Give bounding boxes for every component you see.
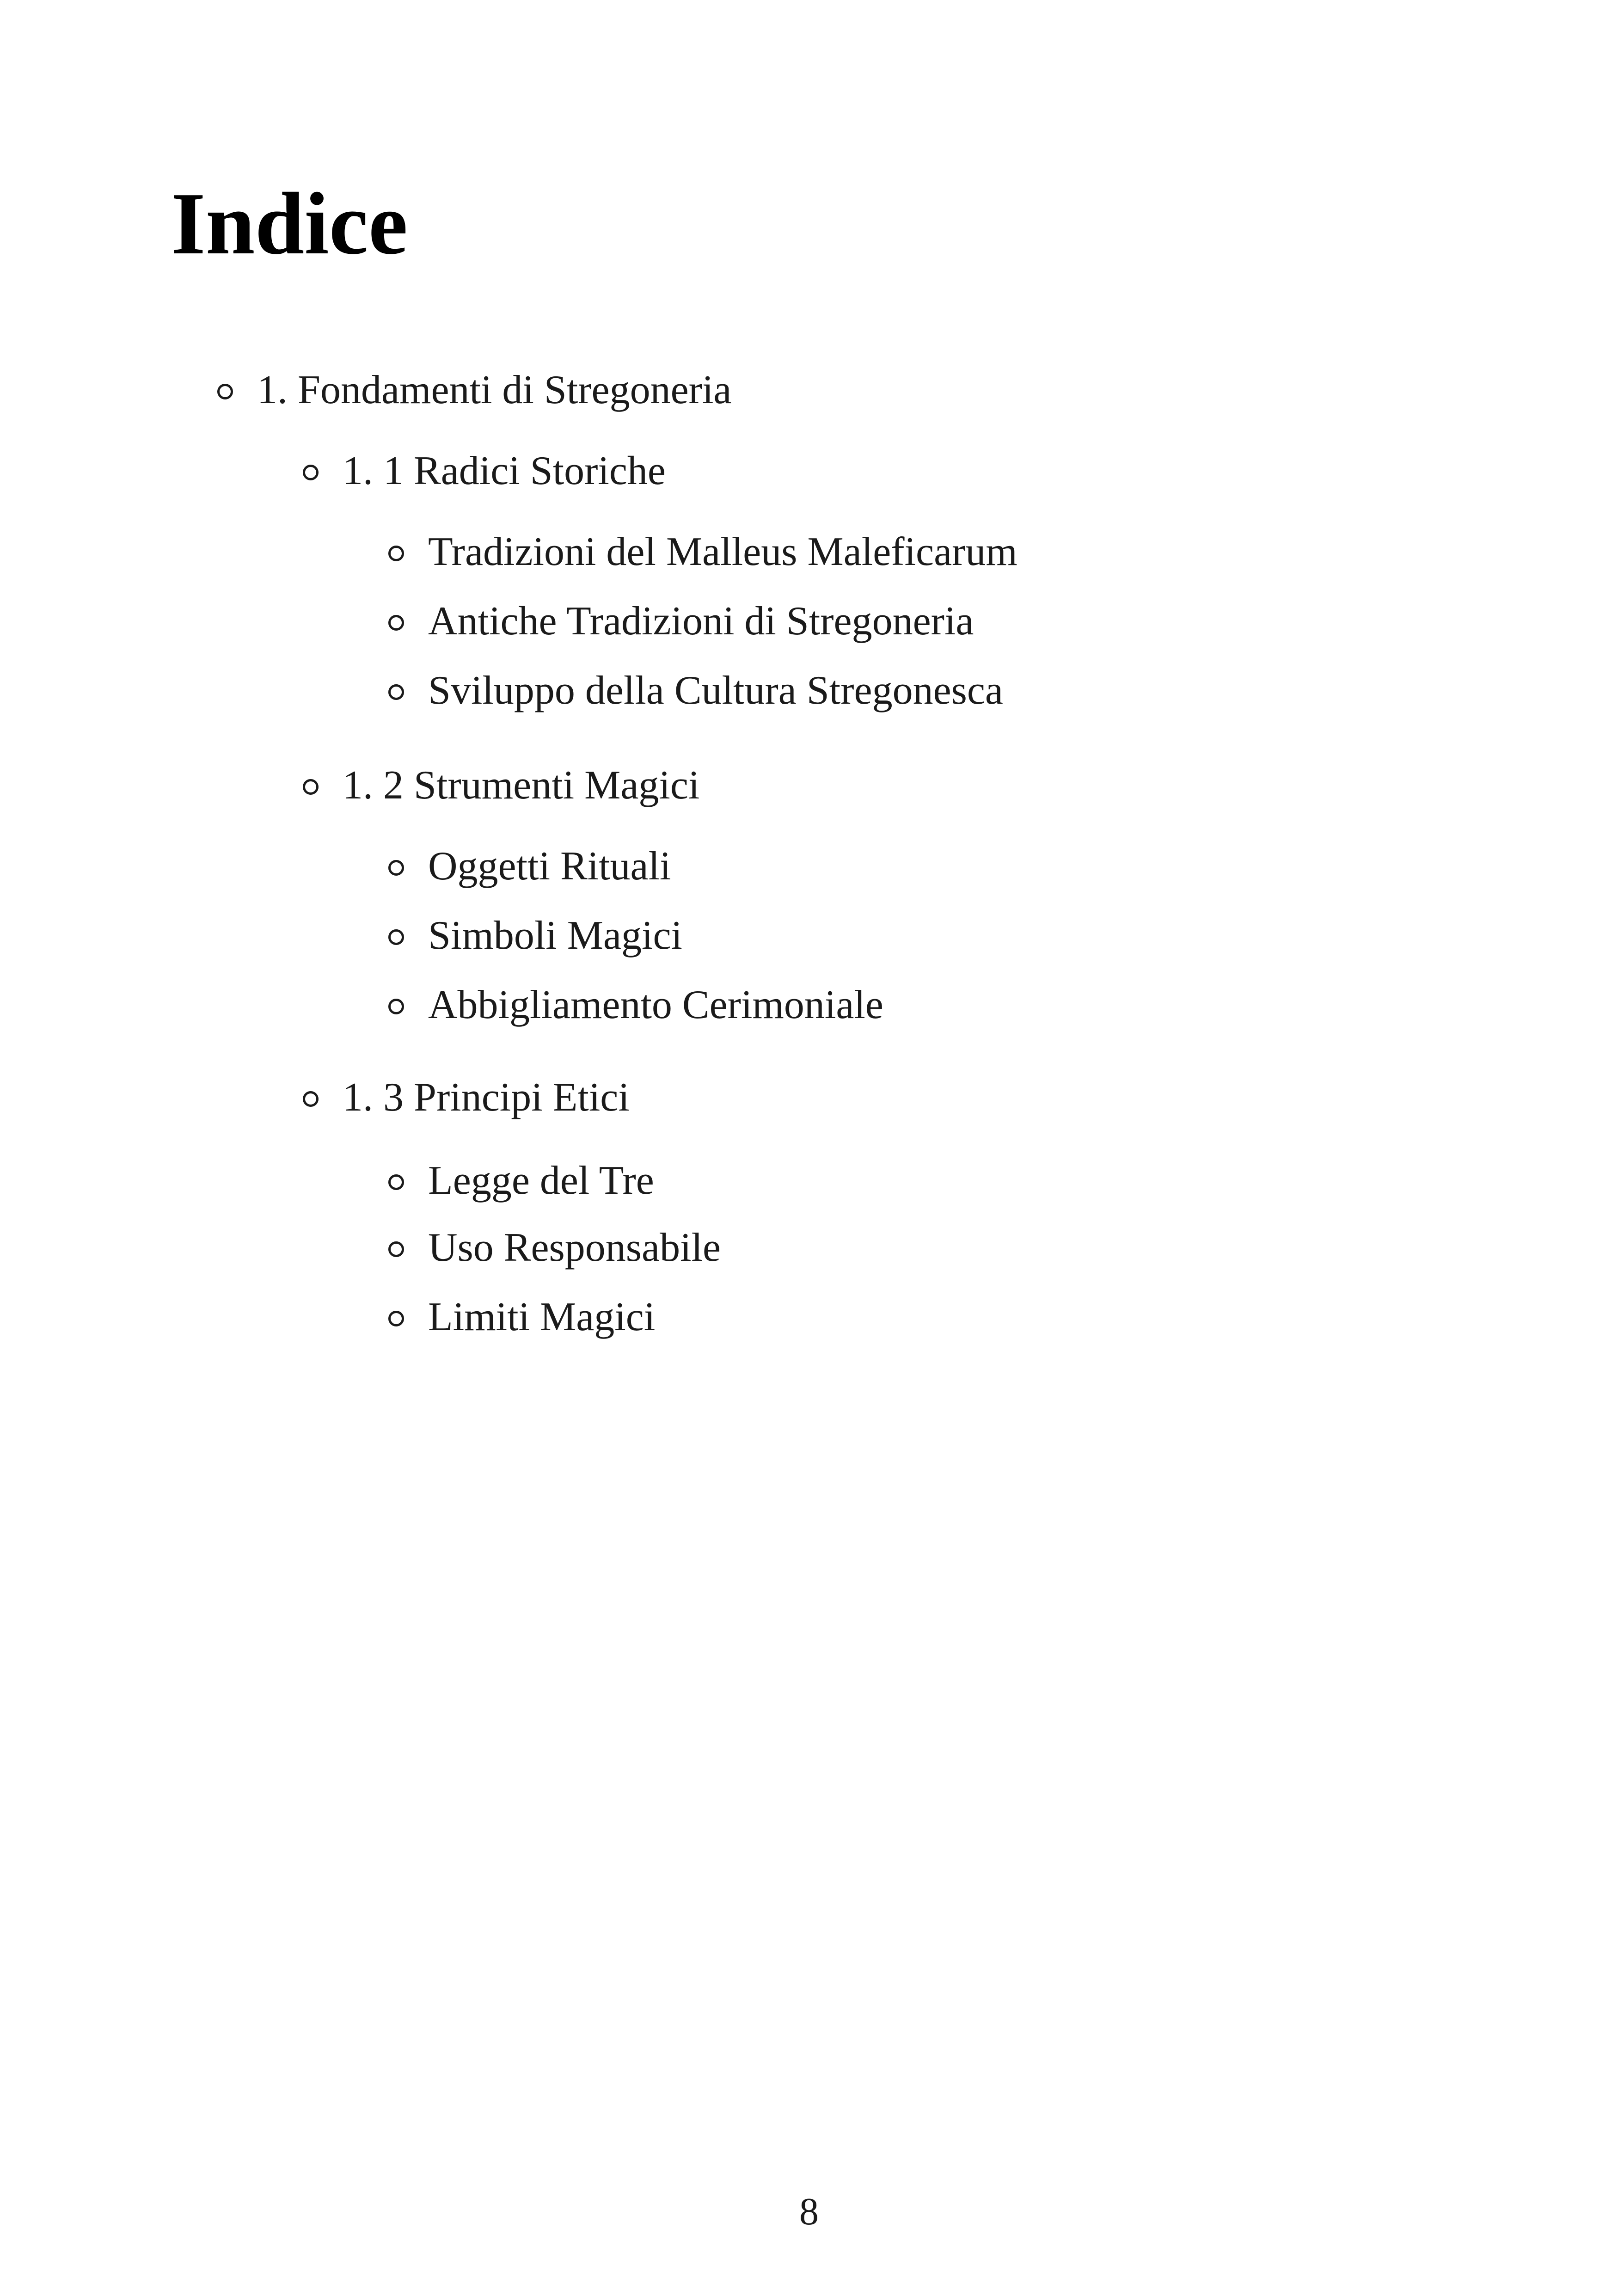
- toc-item[interactable]: [388, 915, 682, 956]
- toc-item[interactable]: [388, 846, 671, 887]
- circle-bullet-icon: [388, 860, 404, 876]
- toc-item-label: Tradizioni del Malleus Maleficarum: [428, 529, 1017, 574]
- circle-bullet-icon: [388, 546, 404, 561]
- toc-item-label: Sviluppo della Cultura Stregonesca: [428, 668, 1003, 713]
- toc-item[interactable]: [388, 601, 974, 642]
- circle-bullet-icon: [388, 1241, 404, 1257]
- circle-bullet-icon: [303, 465, 319, 480]
- toc-section[interactable]: [303, 765, 699, 806]
- circle-bullet-icon: [388, 684, 404, 700]
- toc-item-label: Oggetti Rituali: [428, 844, 671, 889]
- toc-chapter[interactable]: [217, 370, 731, 411]
- circle-bullet-icon: [303, 1091, 319, 1107]
- toc-item[interactable]: [388, 1160, 654, 1201]
- toc-section[interactable]: [303, 1077, 630, 1118]
- circle-bullet-icon: [388, 1174, 404, 1190]
- toc-section[interactable]: [303, 448, 666, 493]
- toc-item-label: Antiche Tradizioni di Stregoneria: [428, 599, 974, 644]
- toc-item[interactable]: [388, 529, 1017, 574]
- toc-section-label: 1. 3 Principi Etici: [343, 1075, 630, 1120]
- toc-section-label: 1. 1 Radici Storiche: [343, 448, 666, 493]
- toc-chapter-label: 1. Fondamenti di Stregoneria: [257, 368, 732, 412]
- circle-bullet-icon: [388, 929, 404, 945]
- toc-item-label: Simboli Magici: [428, 913, 682, 958]
- circle-bullet-icon: [217, 384, 233, 399]
- toc-item-label: Legge del Tre: [428, 1158, 654, 1203]
- circle-bullet-icon: [388, 615, 404, 631]
- toc-item[interactable]: [388, 1225, 721, 1270]
- toc-section-label: 1. 2 Strumenti Magici: [343, 763, 700, 808]
- circle-bullet-icon: [303, 779, 319, 795]
- toc-item-label: Limiti Magici: [428, 1295, 656, 1339]
- toc-item-label: Abbigliamento Cerimoniale: [428, 982, 883, 1027]
- toc-item-label: Uso Responsabile: [428, 1225, 721, 1270]
- toc-item[interactable]: [388, 1297, 655, 1338]
- circle-bullet-icon: [388, 1311, 404, 1326]
- page-title: Indice: [171, 174, 408, 273]
- toc-item[interactable]: [388, 670, 1003, 711]
- toc-item[interactable]: [388, 982, 883, 1027]
- page-number: 8: [799, 2190, 819, 2233]
- circle-bullet-icon: [388, 999, 404, 1014]
